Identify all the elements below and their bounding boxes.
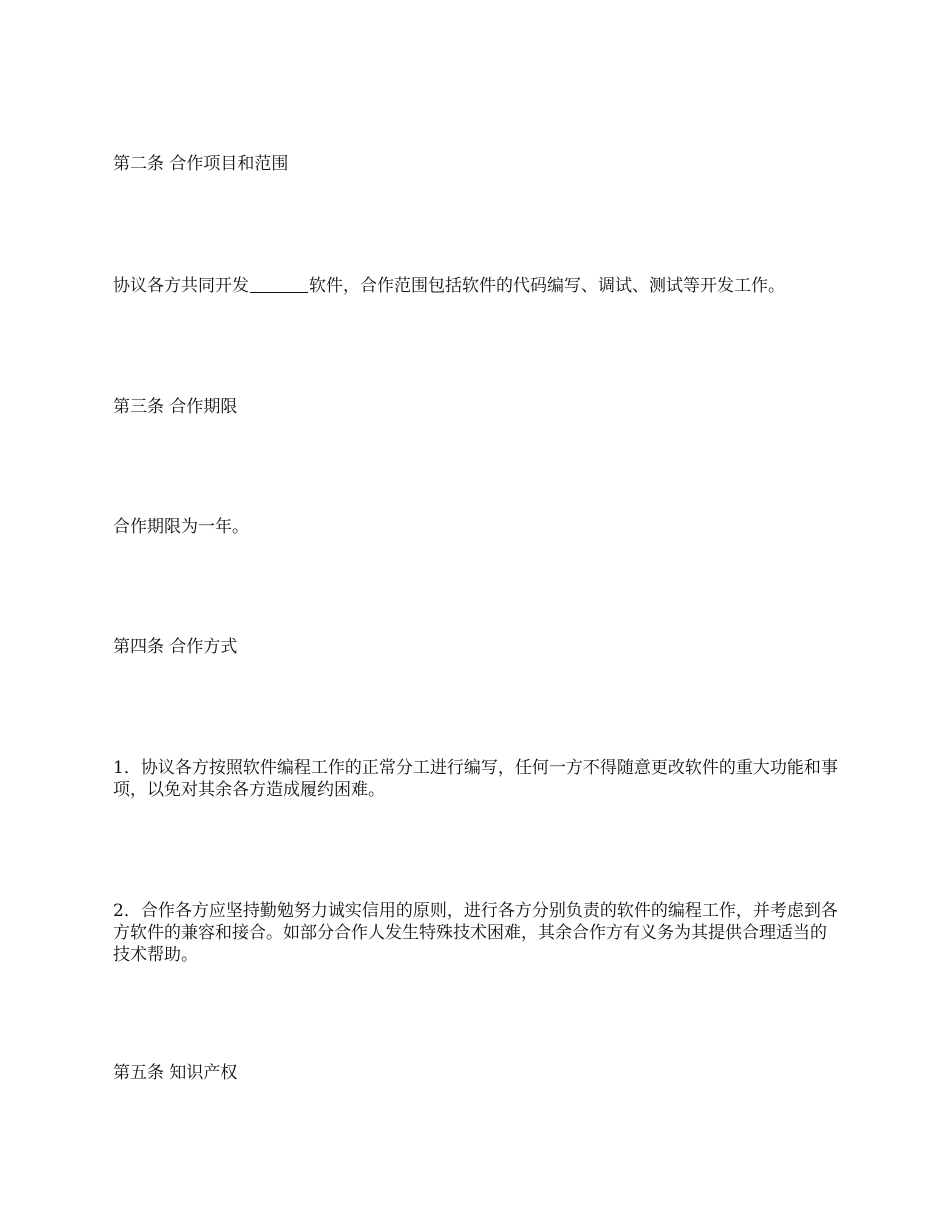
section-3-body: 合作期限为一年。 (113, 517, 249, 537)
software-name-blank (250, 276, 308, 293)
section-5-heading: 第五条 知识产权 (113, 1063, 238, 1083)
section-3-heading: 第三条 合作期限 (113, 397, 238, 417)
section-2-body-end: 软件，合作范围包括软件的代码编写、调试、测试等开发工作。 (309, 276, 785, 296)
section-2-body-start: 协议各方共同开发 (113, 276, 249, 296)
section-4-item-2: 2．合作各方应坚持勤勉努力诚实信用的原则，进行各方分别负责的软件的编程工作，并考虑到各方软件的兼容和接合。如部分合作人发生特殊技术困难，其余合作方有义务为其提供合理适当的技术帮助。 (113, 901, 838, 965)
section-2-heading: 第二条 合作项目和范围 (113, 154, 289, 174)
section-2-body (113, 275, 843, 297)
section-4-item-1: 1．协议各方按照软件编程工作的正常分工进行编写，任何一方不得随意更改软件的重大功能和事项，以免对其余各方造成履约困难。 (113, 758, 838, 800)
section-4-heading: 第四条 合作方式 (113, 637, 238, 657)
